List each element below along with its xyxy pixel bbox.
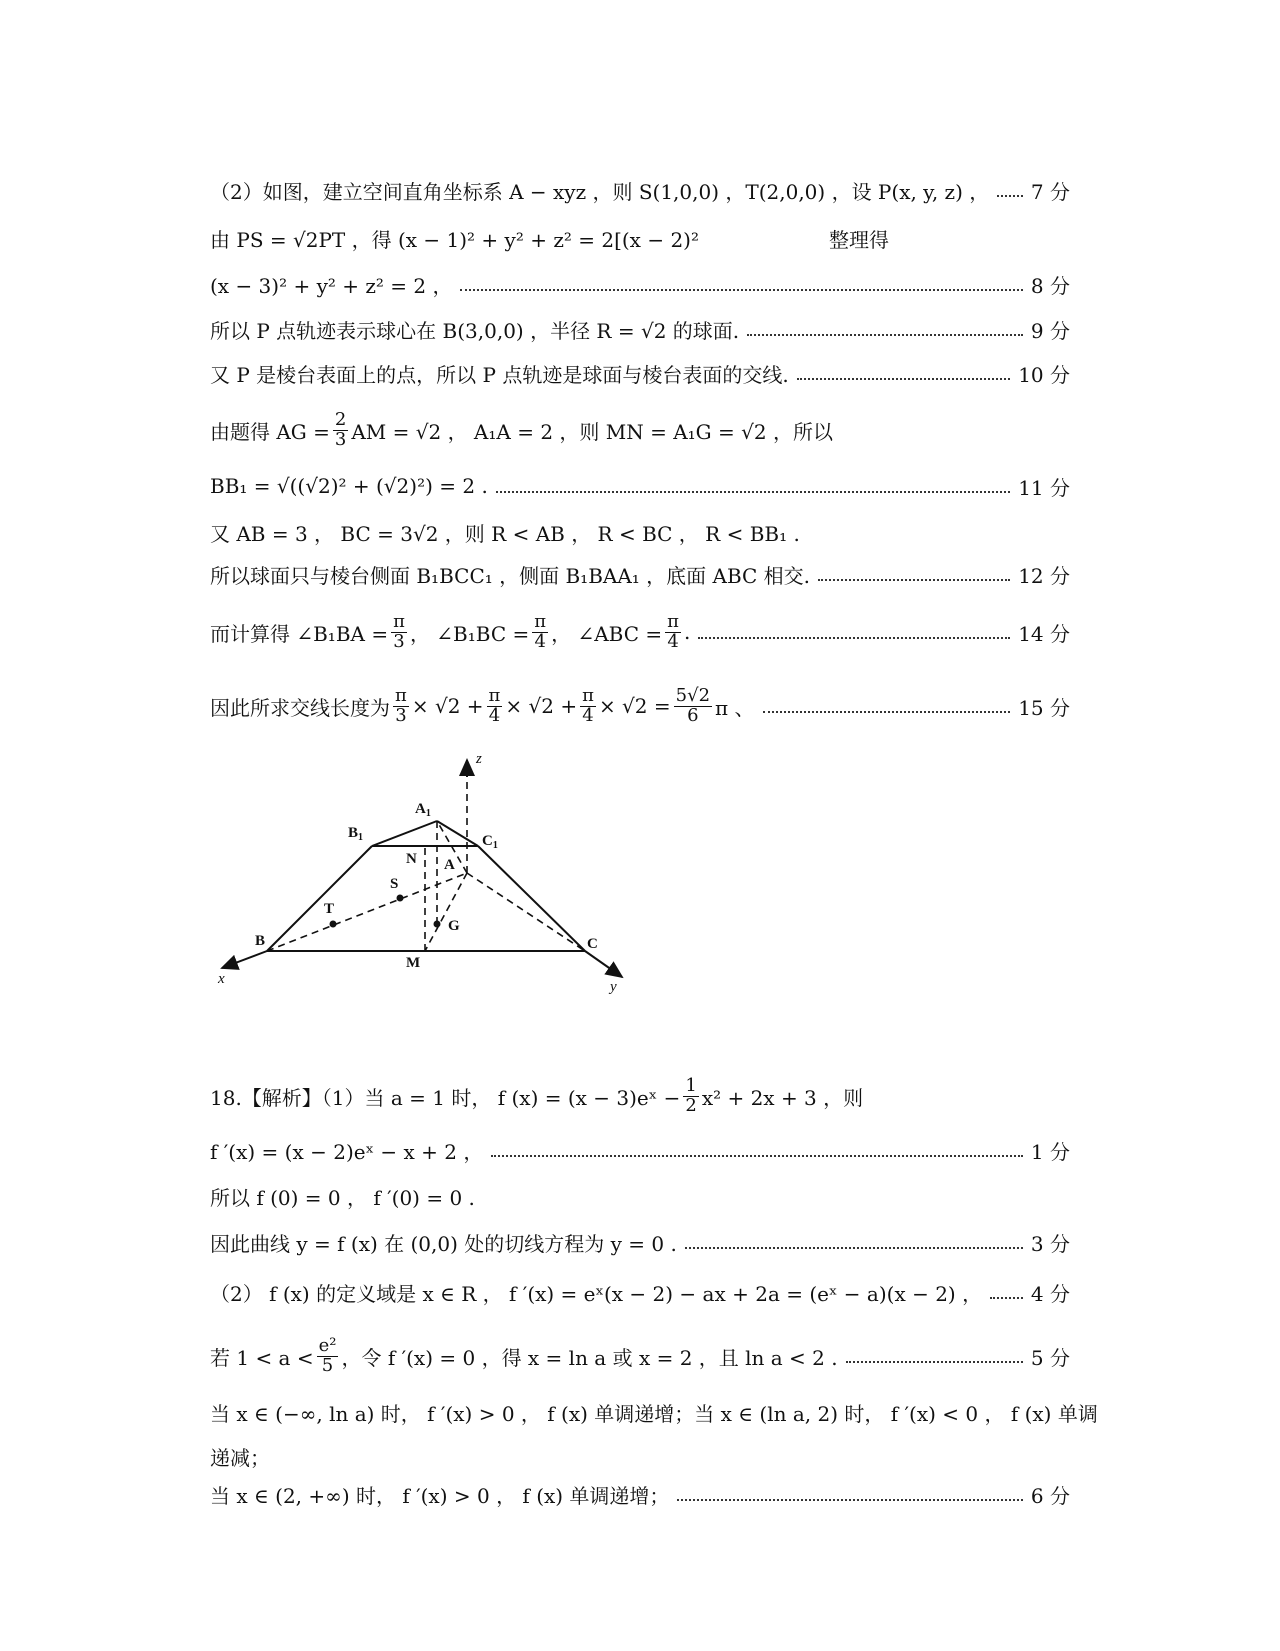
dot-leader [491, 1155, 1023, 1157]
label-x: x [218, 971, 225, 987]
solution-text: (x − 3)² + y² + z² = 2 ， [210, 273, 453, 298]
score-mark: 5 分 [1030, 1345, 1070, 1370]
solution-text: ，令 f ′(x) = 0 ，得 x = ln a 或 x = 2 ，且 ln a < 2 . [341, 1345, 838, 1370]
score-mark: 15 分 [1018, 695, 1070, 720]
solution-text: 因此所求交线长度为 [210, 695, 390, 720]
q18-line-4 [210, 1218, 1070, 1266]
solution-text: 因此曲线 y = f (x) 在 (0,0) 处的切线方程为 y = 0 . [210, 1231, 677, 1256]
q18-line-2 [210, 1126, 1070, 1174]
dot-leader [496, 491, 1010, 493]
q18-line-7 [210, 1388, 1098, 1436]
solution-text: 当 x ∈ (2, +∞) 时， f ′(x) > 0 ， f (x) 单调递增； [210, 1483, 670, 1508]
solution-line-11 [210, 676, 1070, 736]
solution-text: 所以球面只与棱台侧面 B₁BCC₁ ，侧面 B₁BAA₁ ，底面 ABC 相交. [210, 563, 811, 588]
fraction: $\frac{\pi}{4}$ [667, 610, 679, 652]
solution-text: × √2 + [411, 694, 484, 718]
score-mark: 7 分 [1030, 179, 1070, 204]
solution-text: . [684, 620, 691, 644]
solution-text: 而计算得 ∠B₁BA = [210, 621, 389, 646]
solution-line-4 [210, 305, 1070, 353]
edge-a1c1 [437, 821, 478, 846]
fraction: $\frac{\text{e²}}{5}$ [318, 1334, 337, 1376]
fraction: $\frac{1}{2}$ [685, 1074, 697, 1116]
solution-text: ， ∠ABC = [551, 621, 663, 646]
solution-text: f ′(x) = (x − 2)eˣ − x + 2 ， [210, 1139, 484, 1164]
fraction: $\frac{\pi}{4}$ [582, 684, 594, 726]
label-a1: $A_1$ [415, 801, 431, 819]
segment-am [425, 873, 467, 951]
label-c1: $C_1$ [482, 833, 498, 851]
score-mark: 6 分 [1030, 1483, 1070, 1508]
fraction: $\frac{5√2}{6}$ [675, 684, 711, 726]
label-z: z [476, 751, 482, 767]
score-mark: 9 分 [1030, 318, 1070, 343]
solution-text: 当 x ∈ (−∞, ln a) 时， f ′(x) > 0 ， f (x) 单调递增；当 x ∈ (ln a, 2) 时， f ′(x) < 0 ， f (x) 单调 [210, 1401, 1098, 1426]
dot-leader [747, 334, 1023, 336]
dot-leader [677, 1499, 1022, 1501]
fraction: $\frac{\pi}{3}$ [395, 684, 407, 726]
q18-line-6 [210, 1326, 1070, 1386]
solution-line-8 [210, 508, 1070, 556]
point-t [330, 921, 337, 928]
dot-leader [846, 1361, 1023, 1363]
solution-text: （2）如图，建立空间直角坐标系 A − xyz ，则 S(1,0,0) ，T(2,0,0) ，设 P(x, y, z) ， [210, 179, 990, 204]
dot-leader [997, 195, 1023, 197]
label-b1: $B_1$ [348, 825, 364, 843]
axis-y [585, 951, 622, 977]
label-n: N [406, 851, 417, 867]
label-m: M [406, 955, 421, 971]
dot-leader [685, 1247, 1023, 1249]
dot-leader [460, 289, 1022, 291]
q18-line-3 [210, 1172, 1070, 1220]
label-y: y [610, 979, 617, 995]
solution-line-2 [210, 214, 1070, 262]
label-g: G [448, 918, 460, 934]
score-mark: 10 分 [1018, 362, 1070, 387]
solution-text: 所以 P 点轨迹表示球心在 B(3,0,0) ，半径 R = √2 的球面. [210, 318, 740, 343]
edge-bb1 [267, 846, 372, 951]
q18-line-5 [210, 1268, 1070, 1316]
solution-text-tail: 整理得 [828, 227, 889, 252]
solution-line-10 [210, 604, 1070, 660]
solution-text: × √2 = [598, 694, 671, 718]
solution-line-3 [210, 260, 1070, 308]
dot-leader [797, 378, 1010, 380]
dot-leader [990, 1297, 1023, 1299]
solution-text: 又 AB = 3 ， BC = 3√2 ，则 R < AB ， R < BC ， R < BB₁ . [210, 521, 800, 546]
solution-text: 由 PS = √2PT ，得 (x − 1)² + y² + z² = 2[(x − 2)² [210, 227, 699, 252]
edge-b1a1 [372, 821, 437, 846]
label-a: A [444, 857, 455, 873]
fraction: $\frac{\pi}{3}$ [393, 610, 405, 652]
dot-leader [763, 711, 1011, 713]
score-mark: 14 分 [1018, 621, 1070, 646]
solution-text: 18.【解析】（1）当 a = 1 时， f (x) = (x − 3)eˣ − [210, 1085, 681, 1110]
solution-text: （2） f (x) 的定义域是 x ∈ R ， f ′(x) = eˣ(x − 2) − ax + 2a = (eˣ − a)(x − 2) ， [210, 1281, 983, 1306]
solution-text: AM = √2 ， A₁A = 2 ，则 MN = A₁G = √2 ，所以 [351, 419, 833, 444]
point-s [397, 895, 404, 902]
point-g [434, 921, 441, 928]
solution-text: 递减； [210, 1445, 270, 1470]
solution-line-1 [210, 166, 1070, 214]
solution-text: ， ∠B₁BC = [409, 621, 530, 646]
solution-line-5 [210, 349, 1070, 397]
score-mark: 1 分 [1030, 1139, 1070, 1164]
q18-line-9 [210, 1470, 1070, 1518]
label-s: S [390, 876, 399, 892]
edge-ac [467, 873, 585, 951]
edge-cc1 [478, 846, 585, 951]
label-t: T [324, 901, 335, 917]
dot-leader [698, 637, 1010, 639]
solution-text: 又 P 是棱台表面上的点，所以 P 点轨迹是球面与棱台表面的交线. [210, 362, 789, 387]
solution-text: 由题得 AG = [210, 419, 330, 444]
score-mark: 11 分 [1018, 475, 1070, 500]
solution-line-6 [210, 402, 1070, 458]
score-mark: 4 分 [1030, 1281, 1070, 1306]
q18-line-1 [210, 1068, 1070, 1124]
fraction: $\frac{\pi}{4}$ [534, 610, 547, 652]
frustum-figure [210, 751, 670, 1055]
score-mark: 8 分 [1030, 273, 1070, 298]
label-b: B [255, 933, 266, 949]
score-mark: 3 分 [1030, 1231, 1070, 1256]
solution-text: x² + 2x + 3 ，则 [701, 1085, 864, 1110]
score-mark: 12 分 [1018, 563, 1070, 588]
label-c: C [587, 936, 598, 952]
solution-text: π 、 [715, 695, 755, 720]
fraction: $\frac{\pi}{4}$ [488, 684, 501, 726]
solution-text: 所以 f (0) = 0 ， f ′(0) = 0 . [210, 1185, 475, 1210]
dot-leader [818, 579, 1010, 581]
fraction: $\frac{2}{3}$ [334, 408, 347, 450]
solution-line-9 [210, 550, 1070, 598]
solution-text: 若 1 < a < [210, 1345, 314, 1370]
solution-line-7 [210, 462, 1070, 510]
axis-x [222, 951, 267, 968]
solution-text: × √2 + [505, 694, 578, 718]
solution-text: BB₁ = √((√2)² + (√2)²) = 2 . [210, 474, 488, 498]
